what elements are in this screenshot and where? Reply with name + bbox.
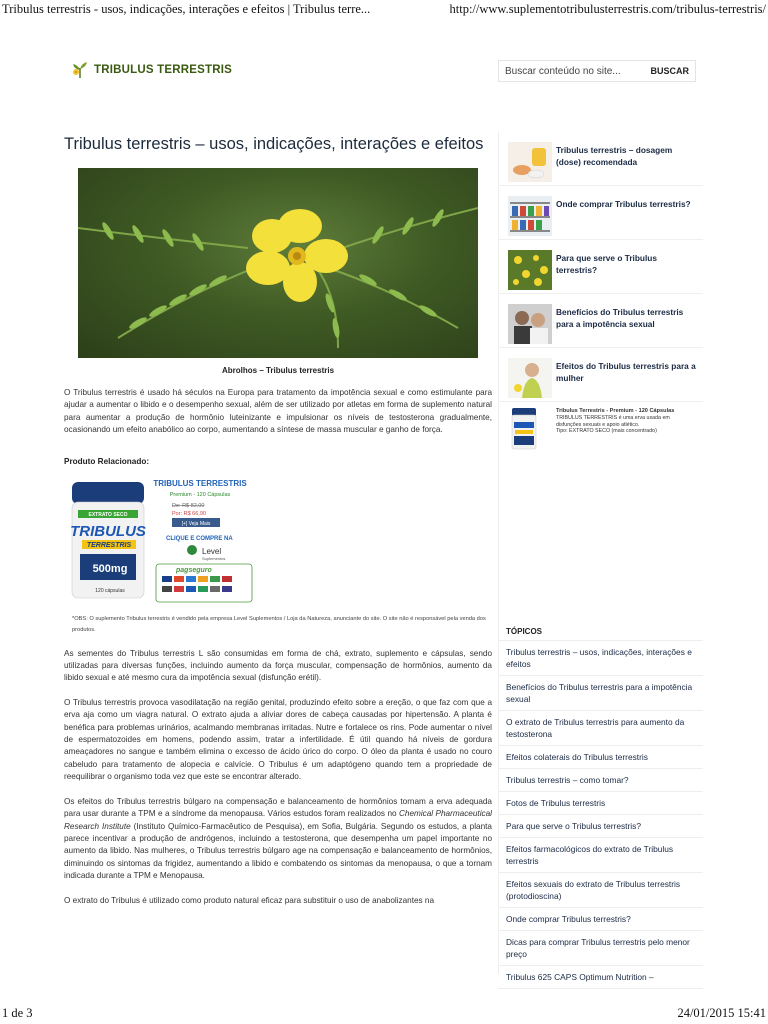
store-shelf-icon — [508, 196, 552, 236]
site-logo[interactable] — [70, 60, 232, 80]
topic-link[interactable]: Tribulus terrestris – usos, indicações, interações e efeitos — [498, 641, 703, 676]
sidebar-ad-text: Tribulus Terrestris - Premium - 120 Cápsulas TRIBULUS TERRESTRIS é uma erva usada em disfunções sexuais e apoio atlético. Tipo: EXTRATO SECO (mais concentrado) — [556, 408, 675, 435]
woman-icon — [508, 358, 552, 398]
topic-link[interactable]: Para que serve o Tribulus terrestris? — [498, 815, 703, 838]
ad-price-new: Por: R$ 66,90 — [172, 510, 206, 517]
topic-link[interactable]: Dicas para comprar Tribulus terrestris pelo menor preço — [498, 931, 703, 966]
topics-heading: TÓPICOS — [498, 627, 703, 641]
see-more-label: [+] Veja Mais — [181, 520, 211, 527]
topic-link[interactable]: Fotos de Tribulus terrestris — [498, 792, 703, 815]
recent-post-title: Tribulus terrestris – dosagem (dose) recomendada — [556, 145, 673, 167]
topic-link[interactable]: Efeitos sexuais do extrato de Tribulus terrestris (protodioscina) — [498, 873, 703, 908]
recent-post-item[interactable] — [498, 294, 703, 348]
search-box — [498, 60, 696, 82]
plant-logo-icon — [70, 60, 90, 80]
paragraph-seeds: As sementes do Tribulus terrestris L são consumidas em forma de chá, extrato, suplemento e cápsulas, sendo utilizadas para diversas funções, incluindo aumento da força muscular, compensação de hormônios, aumento da libido sexual e até mesmo cura da impotência sexual (disfunção erétil). — [64, 648, 492, 683]
payment-logo: pagseguro — [176, 566, 212, 574]
topic-link[interactable]: O extrato de Tribulus terrestris para aumento da testosterona — [498, 711, 703, 746]
recent-post-item[interactable] — [498, 240, 703, 294]
jar-mg-text: 500mg — [92, 562, 128, 575]
search-button[interactable]: BUSCAR — [644, 61, 695, 81]
yellow-flowers-icon — [508, 250, 552, 290]
pills-icon — [508, 142, 552, 182]
institute-name: Chemical Pharmaceutical Research Institute — [64, 809, 492, 831]
related-product-label: Produto Relacionado: — [64, 456, 150, 466]
topic-link[interactable]: Efeitos farmacológicos do extrato de Tribulus terrestris — [498, 838, 703, 873]
image-caption: Abrolhos – Tribulus terrestris — [221, 366, 335, 375]
search-input[interactable] — [499, 66, 639, 77]
post-title: Tribulus terrestris – usos, indicações, interações e efeitos — [64, 135, 484, 153]
topics-section — [498, 627, 703, 989]
jar-top-text: EXTRATO SECO — [88, 511, 128, 518]
ad-brand: TRIBULUS TERRESTRIS — [153, 478, 247, 488]
topic-link[interactable]: Benefícios do Tribulus terrestris para a impotência sexual — [498, 676, 703, 711]
topic-link[interactable]: Tribulus 625 CAPS Optimum Nutrition – — [498, 966, 703, 989]
jar-sub-text: TERRESTRIS — [86, 541, 132, 549]
sidebar-ad-title: Tribulus Terrestris - Premium - 120 Cápsulas — [556, 408, 675, 414]
ad-disclaimer: *OBS: O suplemento Tribulus terrestris é vendido pela empresa Level Suplementos / Loja da Natureza, anunciante do site. O site não é responsável pela venda dos produtos. — [72, 615, 486, 633]
print-page-url: http://www.suplementotribulusterrestris.com/tribulus-terrestris/ — [449, 2, 766, 16]
ad-cta: CLIQUE E COMPRE NA — [166, 535, 233, 542]
recent-post-title: Efeitos do Tribulus terrestris para a mulher — [556, 361, 696, 383]
recent-post-title: Para que serve o Tribulus terrestris? — [556, 253, 657, 275]
paragraph-anabolics: O extrato do Tribulus é utilizado como produto natural eficaz para substituir o uso de anabolizantes na — [64, 895, 435, 905]
couple-icon — [508, 304, 552, 344]
topic-link[interactable]: Tribulus terrestris – como tomar? — [498, 769, 703, 792]
print-header — [0, 0, 768, 22]
logo-text: TRIBULUS TERRESTRIS — [94, 64, 232, 76]
sidebar-product-ad[interactable] — [498, 408, 703, 460]
print-datetime: 24/01/2015 15:41 — [677, 1006, 766, 1020]
level-store-logo-icon — [187, 545, 197, 555]
topic-link[interactable]: Onde comprar Tribulus terrestris? — [498, 908, 703, 931]
recent-post-item[interactable] — [498, 132, 703, 186]
recent-post-title: Onde comprar Tribulus terrestris? — [556, 199, 691, 209]
ad-subtitle: Premium - 120 Cápsulas — [169, 491, 231, 498]
supplement-jar-icon — [70, 482, 146, 598]
hero-image-flower — [78, 168, 478, 358]
topic-link[interactable]: Efeitos colaterais do Tribulus terrestris — [498, 746, 703, 769]
article — [64, 128, 492, 907]
sidebar-recent-posts — [498, 132, 703, 460]
site-header — [64, 54, 704, 94]
recent-post-item[interactable] — [498, 348, 703, 402]
print-page-title: Tribulus terrestris - usos, indicações, interações e efeitos | Tribulus terre... — [2, 2, 371, 16]
print-footer — [0, 1004, 768, 1024]
related-product-ad[interactable] — [66, 476, 256, 606]
ad-price-old: De: R$ 82,00 — [172, 502, 205, 509]
recent-post-item[interactable] — [498, 186, 703, 240]
jar-caps-text: 120 cápsulas — [95, 587, 125, 594]
paragraph-vasodilation: O Tribulus terrestris provoca vasodilatação na região genital, produzindo efeito sobre a ereção, o que faz com que a erva aja como um viagra natural. O extrato ajuda a aliviar dores de cabeça causadas por hipertensão. A planta é benéfica para problemas urinários, acalmando membranas irritadas. Nutre e fortalece os rins. Pode aumentar o nível de espermatozoides em homens, podendo assim, tratar a infertilidade. É útil quando há níveis de gordura ameaçadores no sangue e também elimina o excesso de ácido úrico do corpo. O óleo da planta é usado no couro cabeludo para tratamento de alopecia e calvície. O Tribulus é um adaptógeno quando tem a propriedade de reequilibrar o organismo toda vez que este se encontrar alterado. — [64, 697, 492, 782]
supplement-jar-small-icon — [510, 408, 538, 450]
store-sub: Suplementos — [202, 555, 226, 561]
store-name: Level — [202, 546, 222, 556]
paragraph-hormones: Os efeitos do Tribulus terrestris búlgaro na compensação e balanceamento de hormônios tornam a erva adequada para usar durante a TPM e a síndrome da menopausa. Vários estudos foram realizados no Chemical Pharmaceutical Research Institute (Instituto Químico-Farmacêutico de Pesquisa), em Sofia, Bulgária. Segundo os estudos, a planta parece incentivar a produção de andrógenos, incluindo a testosterona, que desempenha um papel importante no aumento da libido. Nas mulheres, o Tribulus terrestris búlgaro age na compensação e balanceamento de hormônios, diminuindo os sintomas da frigidez, aumentando a libido e combatendo os sintomas da menopausa, o que a tornam indicada durante a TPM e Menopausa. — [64, 796, 492, 881]
jar-name-text: TRIBULUS — [70, 522, 146, 540]
recent-post-title: Benefícios do Tribulus terrestris para a impotência sexual — [556, 307, 684, 329]
paragraph-intro: O Tribulus terrestris é usado há séculos na Europa para tratamento da impotência sexual e como estimulante para ajudar a aumentar o libido e o desempenho sexual, além de ser utilizado por atletas em forma de suplemento natural para aumentar a produção de hormônio luteinizante e impulsionar os níveis de testosterona gradualmente, ocasionando um efeito anabólico ao corpo, aumentando a síntese de massa muscular e ganho de força. — [64, 388, 492, 435]
print-page-number: 1 de 3 — [2, 1006, 33, 1020]
